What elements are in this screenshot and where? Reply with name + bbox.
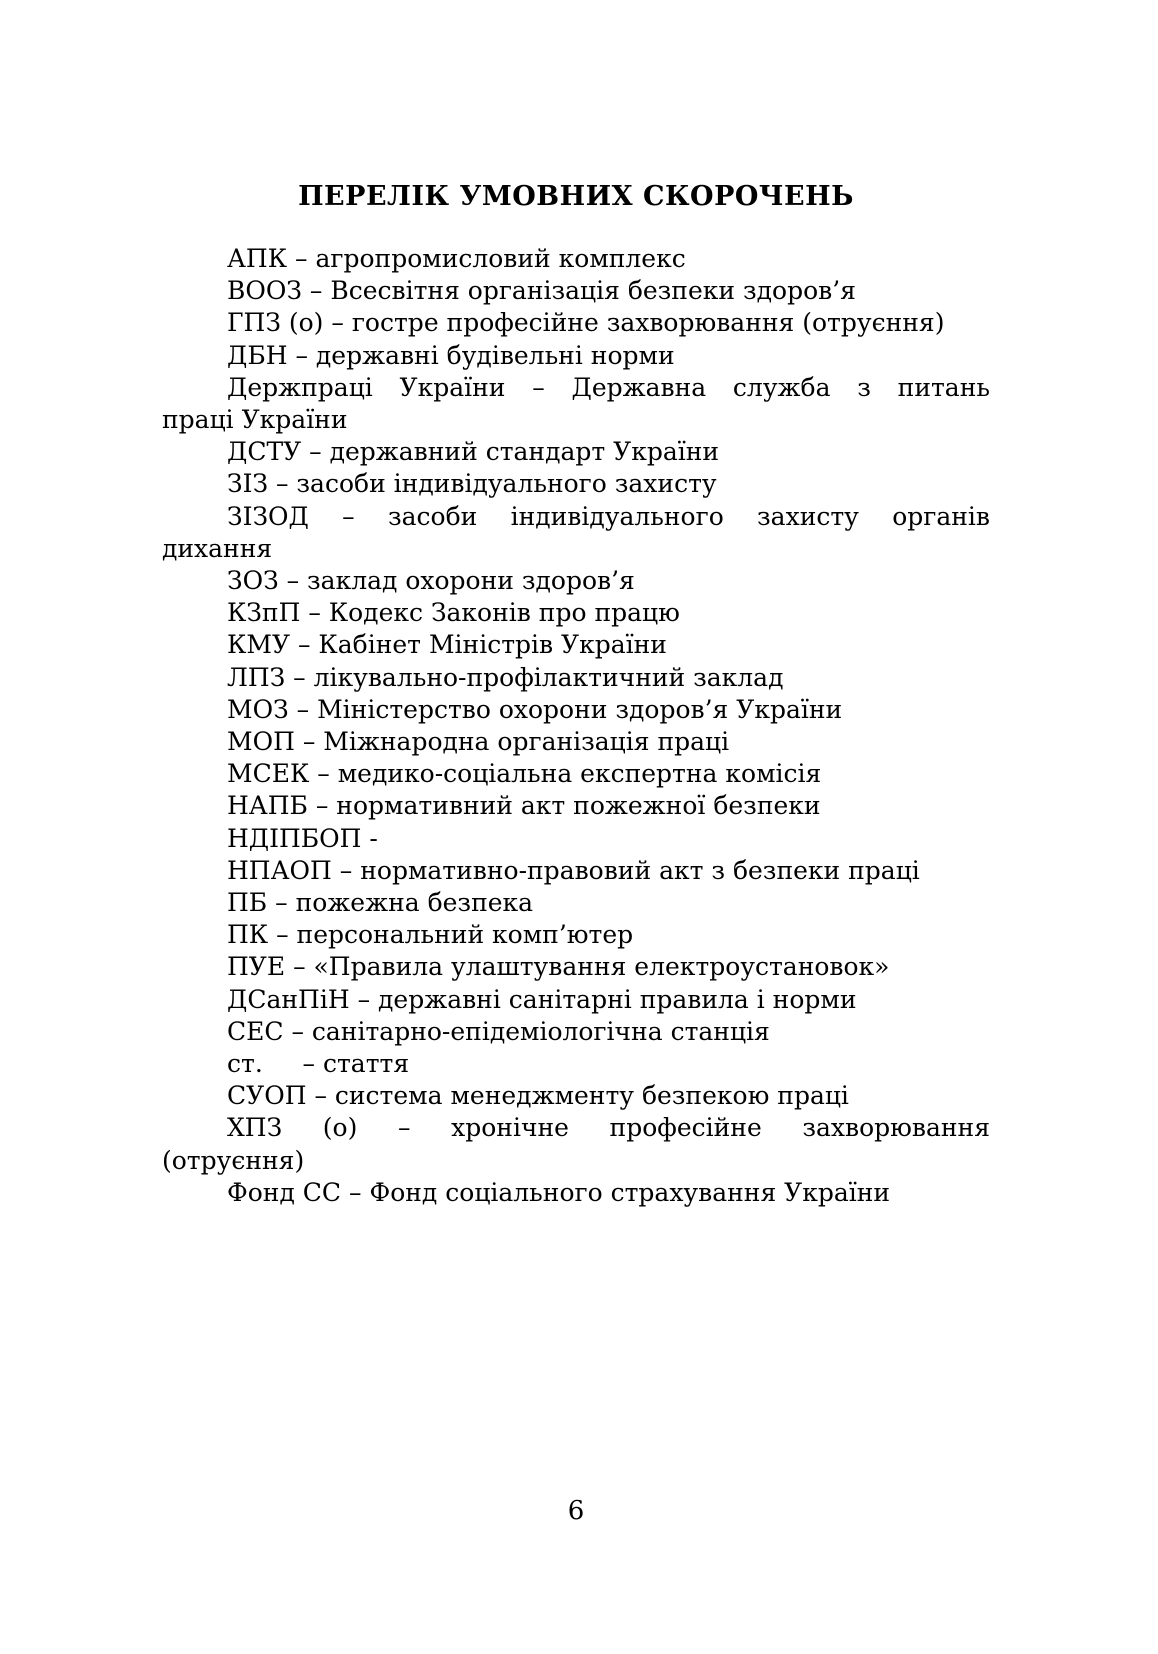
- abbreviation-line: дихання: [162, 533, 273, 563]
- abbreviation-line: ХПЗ (о) – хронічне професійне захворювання: [227, 1113, 990, 1143]
- abbreviation-line: КМУ – Кабінет Міністрів України: [227, 630, 667, 660]
- abbreviation-line: ГПЗ (о) – гостре професійне захворювання (отруєння): [227, 308, 945, 338]
- abbreviation-line: ДСанПіН – державні санітарні правила і норми: [227, 984, 857, 1014]
- abbreviation-line: КЗпП – Кодекс Законів про працю: [227, 598, 680, 628]
- abbreviation-line: НДІПБОП -: [227, 823, 378, 853]
- abbreviation-line: АПК – агропромисловий комплекс: [227, 244, 686, 273]
- abbreviation-line: ЛПЗ – лікувально-профілактичний заклад: [227, 662, 784, 692]
- abbreviation-line: ПБ – пожежна безпека: [227, 888, 534, 918]
- abbreviation-line: ЗІЗОД – засоби індивідуального захисту органів: [227, 501, 990, 531]
- abbreviation-line: НАПБ – нормативний акт пожежної безпеки: [227, 791, 821, 821]
- abbreviation-line: СЕС – санітарно-епідеміологічна станція: [227, 1016, 770, 1046]
- abbreviation-line: НПАОП – нормативно-правовий акт з безпеки праці: [227, 855, 920, 885]
- abbreviation-line: ЗОЗ – заклад охорони здоров’я: [227, 566, 635, 596]
- abbreviation-line: ВООЗ – Всесвітня організація безпеки здоров’я: [227, 276, 856, 306]
- abbreviation-line: Держпраці України – Державна служба з питань: [227, 372, 990, 402]
- abbreviation-line: ПУЕ – «Правила улаштування електроустановок»: [227, 952, 890, 982]
- abbreviation-line: ДБН – державні будівельні норми: [227, 340, 675, 370]
- abbreviation-line: (отруєння): [162, 1145, 305, 1175]
- abbreviation-line: ПК – персональний комп’ютер: [227, 920, 634, 950]
- page-number: 6: [567, 1496, 585, 1526]
- abbreviation-line: МОЗ – Міністерство охорони здоров’я України: [227, 694, 843, 724]
- abbreviation-line: ЗІЗ – засоби індивідуального захисту: [227, 469, 717, 499]
- abbreviation-list: [162, 243, 990, 1209]
- abbreviation-line: Фонд СС – Фонд соціального страхування України: [227, 1177, 891, 1207]
- abbreviation-line: МОП – Міжнародна організація праці: [227, 727, 730, 757]
- abbreviation-line: ДСТУ – державний стандарт України: [227, 437, 720, 467]
- abbreviation-line: ст. – стаття: [227, 1049, 410, 1079]
- abbreviation-line: СУОП – система менеджменту безпекою праці: [227, 1081, 849, 1111]
- abbreviation-line: праці України: [162, 405, 348, 435]
- abbreviation-line: МСЕК – медико-соціальна експертна комісія: [227, 759, 822, 789]
- page-title: ПЕРЕЛІК УМОВНИХ СКОРОЧЕНЬ: [298, 181, 854, 212]
